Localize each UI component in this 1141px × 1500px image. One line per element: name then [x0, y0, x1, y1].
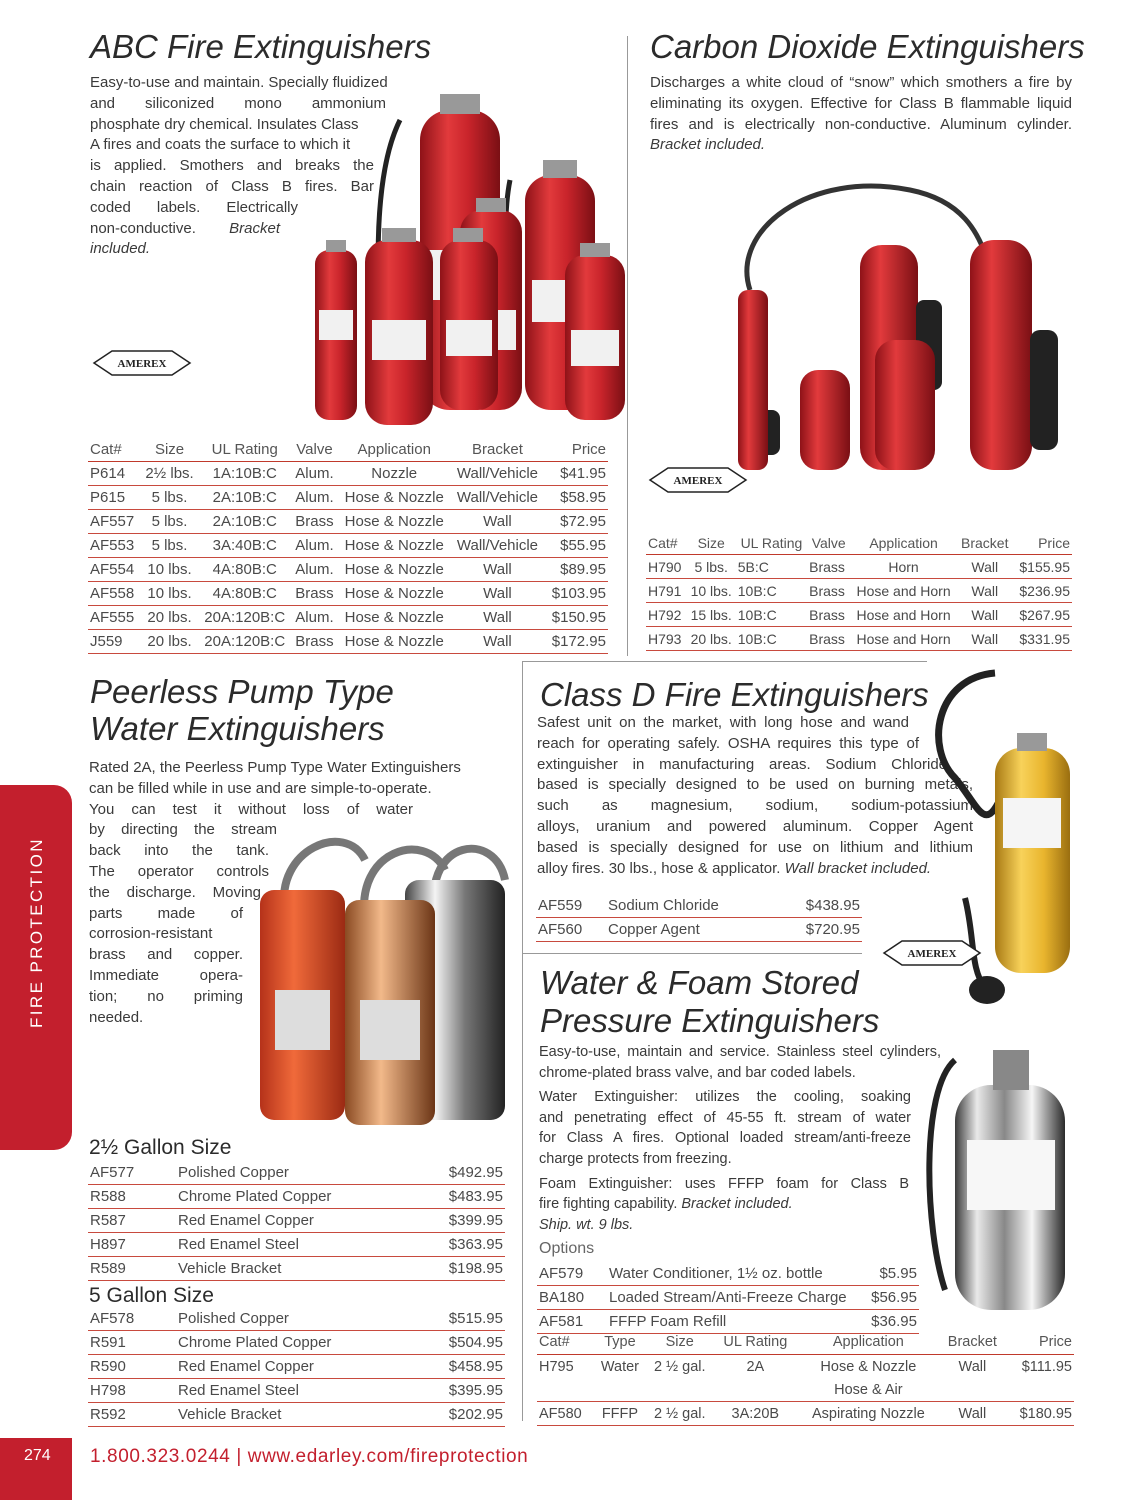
pump-a-table-row: [88, 1185, 505, 1209]
pump-b-table-row: [88, 1379, 505, 1403]
water-table-row-cell: $180.95: [1005, 1402, 1074, 1426]
classd-table-body: [536, 894, 862, 942]
pump-desc-line: Immediate opera-: [89, 966, 243, 984]
pump-b-table-row-cell: AF578: [88, 1307, 176, 1331]
classd-table-row-cell: Copper Agent: [606, 918, 776, 942]
water-table-row-cell: 2 ½ gal.: [646, 1402, 714, 1426]
co2-table-body: [646, 555, 1072, 651]
abc-table-row-cell: P614: [88, 462, 141, 486]
abc-table-row-cell: 5 lbs.: [141, 510, 198, 534]
water-option-row-cell: AF581: [537, 1310, 607, 1334]
pump-desc-line: brass and copper.: [89, 946, 243, 964]
co2-table-row-cell: $331.95: [1013, 627, 1072, 651]
water-ship-weight-text: Ship. wt. 9 lbs.: [539, 1216, 634, 1233]
pump-a-table-row-cell: Vehicle Bracket: [176, 1257, 416, 1281]
abc-table-row-cell: $172.95: [544, 630, 608, 654]
abc-table-row-cell: $89.95: [544, 558, 608, 582]
co2-table-row: [646, 555, 1072, 579]
water-table-row-cell: 2A: [746, 1358, 765, 1375]
pump-a-table-row-cell: $492.95: [416, 1161, 505, 1185]
abc-table-row-cell: 4A:80B:C: [198, 582, 291, 606]
classd-desc-line: reach for operating safely. OSHA requires this type of: [537, 734, 919, 752]
col-cat: Cat#: [537, 1330, 594, 1355]
col-ul-rating: UL Rating: [736, 532, 807, 555]
pump-a-table-row-cell: Polished Copper: [176, 1161, 416, 1185]
water-table-row-cell: Wall: [940, 1402, 1005, 1426]
abc-table-row-cell: $103.95: [544, 582, 608, 606]
pump-desc-line: parts made of: [89, 904, 243, 922]
abc-table-row-cell: Wall: [451, 606, 544, 630]
water-desc-line: Foam Extinguisher: uses FFFP foam for Class B: [539, 1175, 909, 1192]
col-size: Size: [141, 437, 198, 462]
page-number: 274: [24, 1447, 51, 1464]
water-option-row: [537, 1262, 919, 1286]
co2-amerex-logo: [648, 462, 748, 496]
water-desc-line: and penetrating effect of 45-55 ft. stream of water: [539, 1109, 911, 1126]
abc-table-row-cell: Alum.: [291, 462, 337, 486]
water-table-row-cell: FFFP: [594, 1402, 646, 1426]
co2-table-row-cell: Wall: [957, 603, 1013, 627]
pump-a-table-row-cell: Chrome Plated Copper: [176, 1185, 416, 1209]
co2-table-row-cell: Hose and Horn: [850, 627, 957, 651]
co2-table-header: [646, 532, 1072, 555]
abc-table-row-cell: Alum.: [291, 486, 337, 510]
pump-desc-line: tion; no priming: [89, 987, 243, 1005]
co2-table-row-cell: Hose and Horn: [850, 579, 957, 603]
co2-table-row-cell: H790: [646, 555, 687, 579]
pump-a-table-row: [88, 1233, 505, 1257]
pump-a-table-row-cell: $399.95: [416, 1209, 505, 1233]
pump-size-b: 5 Gallon Size: [89, 1284, 214, 1307]
classd-table-row-cell: $720.95: [776, 918, 862, 942]
water-table-row-cell: [714, 1378, 797, 1402]
water-desc-line: for Class A fires. Optional loaded stream/anti-freeze: [539, 1130, 911, 1147]
co2-table-row-cell: $236.95: [1013, 579, 1072, 603]
classd-amerex-logo: [882, 935, 982, 969]
water-table-row: [537, 1378, 1074, 1402]
classd-bracket-note: Wall bracket included.: [784, 859, 932, 877]
pump-table-b-body: [88, 1307, 505, 1427]
pump-b-table-row: [88, 1403, 505, 1427]
water-table-row-cell: Hose & Air: [797, 1378, 940, 1402]
water-option-row-cell: BA180: [537, 1286, 607, 1310]
pump-a-table-row-cell: R587: [88, 1209, 176, 1233]
co2-logo-text: AMEREX: [673, 475, 723, 487]
abc-table-row-cell: 1A:10B:C: [198, 462, 291, 486]
water-option-row-cell: $56.95: [866, 1286, 919, 1310]
abc-table-row: [88, 462, 608, 486]
abc-table-row: [88, 486, 608, 510]
co2-table-row-cell: 10B:C: [736, 603, 807, 627]
pump-b-table-row-cell: R591: [88, 1331, 176, 1355]
abc-table-row-cell: 2A:10B:C: [198, 510, 291, 534]
pump-title-line-1: Peerless Pump Type: [90, 673, 394, 710]
col-price: Price: [544, 437, 608, 462]
co2-table-row-cell: Horn: [850, 555, 957, 579]
water-desc-line: [539, 1194, 944, 1215]
water-foam-line-2: fire fighting capability.: [539, 1196, 678, 1213]
co2-table-row-cell: 10 lbs.: [687, 579, 736, 603]
abc-table-row-cell: Hose & Nozzle: [338, 510, 451, 534]
pump-b-table-row-cell: $515.95: [416, 1307, 505, 1331]
co2-table-row-cell: Wall: [957, 579, 1013, 603]
col-ul-rating: UL Rating: [714, 1330, 797, 1355]
abc-table-row-cell: 2A:10B:C: [198, 486, 291, 510]
water-description: [539, 1042, 944, 1235]
pump-b-table-row-cell: Polished Copper: [176, 1307, 416, 1331]
abc-table-row-cell: Hose & Nozzle: [338, 486, 451, 510]
water-option-row-cell: Water Conditioner, 1½ oz. bottle: [607, 1262, 866, 1286]
co2-table-row-cell: H791: [646, 579, 687, 603]
water-options-table: [537, 1262, 919, 1334]
abc-table-row-cell: Brass: [291, 510, 337, 534]
co2-table-row-cell: Wall: [957, 555, 1013, 579]
co2-table-row-cell: H792: [646, 603, 687, 627]
water-table-row-cell: 3A:20B: [714, 1402, 797, 1426]
pump-a-table-row-cell: $483.95: [416, 1185, 505, 1209]
abc-table-row-cell: 10 lbs.: [141, 558, 198, 582]
col-bracket: Bracket: [957, 532, 1013, 555]
co2-table-row-cell: Hose and Horn: [850, 603, 957, 627]
abc-desc-line-8: non-conductive.: [90, 219, 196, 237]
classd-table-row: [536, 894, 862, 918]
co2-table-row-cell: $155.95: [1013, 555, 1072, 579]
abc-table-row-cell: Alum.: [291, 558, 337, 582]
pump-b-table-row-cell: $504.95: [416, 1331, 505, 1355]
co2-price-table: [646, 532, 1072, 651]
water-desc-line: Easy-to-use, maintain and service. Stainless steel cylinders,: [539, 1044, 941, 1060]
pump-desc-line: can be filled while in use and are simple-to-operate.: [89, 779, 432, 797]
pump-a-table-row-cell: R588: [88, 1185, 176, 1209]
abc-table-row-cell: P615: [88, 486, 141, 510]
pump-a-table-row-cell: Red Enamel Steel: [176, 1233, 416, 1257]
col-ul-rating: UL Rating: [198, 437, 291, 462]
pump-table-a-body: [88, 1161, 505, 1281]
co2-table-row: [646, 627, 1072, 651]
co2-title: Carbon Dioxide Extinguishers: [650, 28, 1085, 65]
co2-table-row-cell: Brass: [807, 627, 850, 651]
classd-logo-text: AMEREX: [907, 948, 957, 960]
water-table-row-cell: AF580: [537, 1402, 594, 1426]
pump-b-table-row-cell: Vehicle Bracket: [176, 1403, 416, 1427]
pump-b-table-row-cell: $202.95: [416, 1403, 505, 1427]
abc-price-table: [88, 437, 608, 654]
col-bracket: Bracket: [940, 1330, 1005, 1355]
abc-table-row-cell: Hose & Nozzle: [338, 582, 451, 606]
col-size: Size: [646, 1330, 714, 1355]
bottom-column-divider: [522, 661, 523, 1421]
pump-a-table-row-cell: H897: [88, 1233, 176, 1257]
pump-a-table-row-cell: Red Enamel Copper: [176, 1209, 416, 1233]
co2-bracket-note: Bracket included.: [650, 136, 766, 154]
classd-desc-line: Safest unit on the market, with long hose and wand: [537, 714, 909, 731]
pump-b-table-row-cell: R592: [88, 1403, 176, 1427]
co2-table-row-cell: Wall: [957, 627, 1013, 651]
pump-b-table-row-cell: R590: [88, 1355, 176, 1379]
abc-table-row: [88, 582, 608, 606]
water-table-row-cell: [940, 1378, 1005, 1402]
pump-a-table-row-cell: AF577: [88, 1161, 176, 1185]
col-size: Size: [687, 532, 736, 555]
abc-table-body: [88, 462, 608, 654]
pump-a-table-row-cell: $363.95: [416, 1233, 505, 1257]
water-desc-line: charge protects from freezing.: [539, 1150, 732, 1167]
pump-desc-line: You can test it without loss of water: [89, 800, 413, 818]
pump-b-table-row-cell: Chrome Plated Copper: [176, 1331, 416, 1355]
pump-b-table-row-cell: Red Enamel Steel: [176, 1379, 416, 1403]
pump-table-a: [88, 1161, 505, 1281]
co2-table-row-cell: Brass: [807, 555, 850, 579]
pump-table-b: [88, 1307, 505, 1427]
abc-desc-line: chain reaction of Class B fires. Bar: [90, 177, 374, 195]
abc-table-row-cell: Alum.: [291, 606, 337, 630]
abc-table-row-cell: Brass: [291, 630, 337, 654]
abc-table-row: [88, 630, 608, 654]
abc-desc-line: Easy-to-use and maintain. Specially fluidized: [90, 74, 388, 91]
pump-desc-line: The operator controls: [89, 862, 269, 880]
classd-description: [537, 713, 977, 879]
abc-table-row-cell: Wall: [451, 558, 544, 582]
section-tab-label: FIRE PROTECTION: [27, 837, 46, 1028]
abc-table-row-cell: 20 lbs.: [141, 606, 198, 630]
co2-extinguisher-illustration: [730, 170, 1070, 480]
co2-table-row-cell: Brass: [807, 579, 850, 603]
pump-b-table-row-cell: $395.95: [416, 1379, 505, 1403]
col-cat: Cat#: [646, 532, 687, 555]
co2-table-row-cell: 10B:C: [736, 579, 807, 603]
abc-table-row-cell: 5 lbs.: [141, 534, 198, 558]
water-option-row: [537, 1286, 919, 1310]
pump-b-table-row-cell: H798: [88, 1379, 176, 1403]
abc-table-row-cell: 2½ lbs.: [141, 462, 198, 486]
abc-table-row-cell: Hose & Nozzle: [338, 630, 451, 654]
water-options-body: [537, 1262, 919, 1334]
water-option-row-cell: Loaded Stream/Anti-Freeze Charge: [607, 1286, 866, 1310]
classd-table-row: [536, 918, 862, 942]
abc-table-row-cell: AF555: [88, 606, 141, 630]
col-bracket: Bracket: [451, 437, 544, 462]
abc-extinguisher-illustration: [300, 80, 630, 430]
abc-table-row-cell: $150.95: [544, 606, 608, 630]
abc-table-row-cell: $72.95: [544, 510, 608, 534]
abc-desc-line: is applied. Smothers and breaks the: [90, 157, 374, 175]
classd-desc-line: [537, 859, 977, 880]
abc-table-row-cell: $41.95: [544, 462, 608, 486]
abc-table-row-cell: Hose & Nozzle: [338, 558, 451, 582]
water-option-row-cell: AF579: [537, 1262, 607, 1286]
abc-table-row-cell: Brass: [291, 582, 337, 606]
abc-desc-line: A fires and coats the surface to which it: [90, 136, 351, 154]
classd-desc-line: such as magnesium, sodium, sodium-potassium: [537, 797, 973, 815]
abc-desc-line: [90, 219, 280, 261]
water-table-row-cell: Wall: [958, 1358, 987, 1375]
pump-a-table-row: [88, 1209, 505, 1233]
abc-table-row-cell: 3A:40B:C: [198, 534, 291, 558]
water-price-table: [537, 1330, 1074, 1426]
abc-table-row-cell: Wall: [451, 510, 544, 534]
abc-logo-text: AMEREX: [117, 358, 167, 370]
co2-table-row-cell: H793: [646, 627, 687, 651]
col-type: Type: [594, 1330, 646, 1355]
pump-desc-line: corrosion-resistant: [89, 925, 213, 943]
abc-table-row-cell: 10 lbs.: [141, 582, 198, 606]
water-table-row: [537, 1355, 1074, 1379]
col-application: Application: [338, 437, 451, 462]
water-table-row-cell: 2 ½ gal.: [653, 1358, 706, 1375]
water-table-row-cell: [537, 1378, 594, 1402]
abc-table-row-cell: $58.95: [544, 486, 608, 510]
middle-divider: [522, 661, 927, 662]
contact-footer: 1.800.323.0244 | www.edarley.com/fireprotection: [90, 1446, 529, 1467]
pump-a-table-row-cell: $198.95: [416, 1257, 505, 1281]
abc-desc-line: phosphate dry chemical. Insulates Class: [90, 115, 359, 133]
abc-desc-line: and siliconized mono ammonium: [90, 94, 386, 112]
col-price: Price: [1005, 1330, 1074, 1355]
abc-table-row-cell: Wall: [451, 582, 544, 606]
co2-table-row-cell: 10B:C: [736, 627, 807, 651]
water-divider: [522, 953, 862, 954]
co2-description: [650, 73, 1072, 156]
water-ship-weight: [539, 1215, 944, 1236]
pump-b-table-row: [88, 1355, 505, 1379]
water-table-row-cell: [646, 1378, 714, 1402]
co2-table-row-cell: 5B:C: [736, 555, 807, 579]
water-title-line-1: Water & Foam Stored: [540, 964, 859, 1001]
col-price: Price: [1013, 532, 1072, 555]
abc-table-row-cell: AF553: [88, 534, 141, 558]
abc-table-row-cell: Wall: [451, 630, 544, 654]
pump-extinguisher-illustration: [255, 820, 515, 1130]
col-application: Application: [850, 532, 957, 555]
pump-b-table-row-cell: Red Enamel Copper: [176, 1355, 416, 1379]
water-option-row-cell: $36.95: [866, 1310, 919, 1334]
pump-desc-line: needed.: [89, 1008, 144, 1026]
pump-b-table-row: [88, 1331, 505, 1355]
abc-cylinders: [315, 94, 625, 425]
water-bracket-note: Bracket included.: [681, 1196, 793, 1213]
water-table-body: [537, 1355, 1074, 1426]
classd-desc-line: extinguisher in manufacturing areas. Sodium Chloride: [537, 755, 947, 773]
abc-table-row-cell: 20A:120B:C: [198, 606, 291, 630]
co2-table-row: [646, 579, 1072, 603]
abc-table-header: [88, 437, 608, 462]
classd-desc-line: based is specially designed to be used on burning metals,: [537, 776, 973, 794]
water-extinguisher-illustration: [915, 1030, 1075, 1315]
classd-title: Class D Fire Extinguishers: [540, 676, 929, 713]
abc-table-row: [88, 510, 608, 534]
water-desc-line: Water Extinguisher: utilizes the cooling, soaking: [539, 1089, 911, 1106]
abc-title: ABC Fire Extinguishers: [90, 28, 432, 65]
abc-table-row-cell: Wall/Vehicle: [451, 534, 544, 558]
co2-table-row: [646, 603, 1072, 627]
pump-title-line-2: Water Extinguishers: [90, 710, 385, 747]
water-option-row-cell: FFFP Foam Refill: [607, 1310, 866, 1334]
classd-desc-line: based is specially designed for use on lithium and lithium: [537, 838, 973, 856]
abc-table-row-cell: 4A:80B:C: [198, 558, 291, 582]
abc-table-row-cell: Wall/Vehicle: [451, 486, 544, 510]
col-cat: Cat#: [88, 437, 141, 462]
classd-table-row-cell: AF559: [536, 894, 606, 918]
classd-desc-line-8: alloy fires. 30 lbs., hose & applicator.: [537, 859, 781, 877]
pump-a-table-row: [88, 1161, 505, 1185]
abc-table-row-cell: 20A:120B:C: [198, 630, 291, 654]
abc-table-row-cell: Alum.: [291, 534, 337, 558]
water-table-row-cell: [1005, 1378, 1074, 1402]
abc-table-row-cell: J559: [88, 630, 141, 654]
abc-table-row-cell: AF554: [88, 558, 141, 582]
co2-table-row-cell: $267.95: [1013, 603, 1072, 627]
pump-desc-line: the discharge. Moving: [89, 883, 261, 901]
pump-desc-line: by directing the stream: [89, 821, 277, 839]
co2-table-row-cell: 5 lbs.: [687, 555, 736, 579]
abc-table-row-cell: Nozzle: [338, 462, 451, 486]
water-table-row-cell: H795: [539, 1358, 574, 1375]
water-table-row-cell: Hose & Nozzle: [820, 1358, 917, 1375]
co2-table-row-cell: 15 lbs.: [687, 603, 736, 627]
abc-table-row: [88, 558, 608, 582]
water-title-line-2: Pressure Extinguishers: [540, 1002, 880, 1039]
pump-b-table-row-cell: $458.95: [416, 1355, 505, 1379]
abc-table-row-cell: $55.95: [544, 534, 608, 558]
abc-desc-line: coded labels. Electrically: [90, 198, 298, 216]
abc-table-row: [88, 534, 608, 558]
abc-table-row-cell: 5 lbs.: [141, 486, 198, 510]
classd-desc-line: alloys, uranium and powered aluminum. Copper Agent: [537, 817, 973, 835]
abc-table-row-cell: Wall/Vehicle: [451, 462, 544, 486]
co2-desc-text: Discharges a white cloud of “snow” which smothers a fire by eliminating its oxygen. Effective for Class B flammable liquid fires and is electrically non-conductive. Aluminum cylinder.: [650, 74, 1072, 133]
abc-table-row-cell: Hose & Nozzle: [338, 534, 451, 558]
col-valve: Valve: [291, 437, 337, 462]
pump-a-table-row: [88, 1257, 505, 1281]
water-desc-line: chrome-plated brass valve, and bar coded labels.: [539, 1064, 856, 1081]
abc-table-row: [88, 606, 608, 630]
water-table-header: [537, 1330, 1074, 1355]
col-valve: Valve: [807, 532, 850, 555]
pump-size-a: 2½ Gallon Size: [89, 1136, 232, 1159]
water-table-row-cell: Water: [600, 1358, 640, 1375]
water-table-row-cell: [594, 1378, 646, 1402]
classd-table-row-cell: AF560: [536, 918, 606, 942]
classd-table-row-cell: Sodium Chloride: [606, 894, 776, 918]
water-table-row: [537, 1402, 1074, 1426]
water-options-label: Options: [539, 1240, 595, 1257]
abc-amerex-logo: [92, 345, 192, 379]
classd-table-row-cell: $438.95: [776, 894, 862, 918]
col-application: Application: [797, 1330, 940, 1355]
abc-table-row-cell: AF558: [88, 582, 141, 606]
abc-table-row-cell: AF557: [88, 510, 141, 534]
pump-a-table-row-cell: R589: [88, 1257, 176, 1281]
classd-price-table: [536, 894, 862, 942]
water-table-row-cell: $111.95: [1021, 1358, 1072, 1375]
abc-table-row-cell: 20 lbs.: [141, 630, 198, 654]
pump-desc-line: Rated 2A, the Peerless Pump Type Water Extinguishers: [89, 759, 461, 776]
pump-desc-line: back into the tank.: [89, 842, 269, 860]
water-option-row-cell: $5.95: [866, 1262, 919, 1286]
water-table-row-cell: Aspirating Nozzle: [797, 1402, 940, 1426]
pump-b-table-row: [88, 1307, 505, 1331]
abc-table-row-cell: Hose & Nozzle: [338, 606, 451, 630]
co2-table-row-cell: 20 lbs.: [687, 627, 736, 651]
co2-table-row-cell: Brass: [807, 603, 850, 627]
abc-bracket-note: Bracket included.: [90, 219, 280, 258]
